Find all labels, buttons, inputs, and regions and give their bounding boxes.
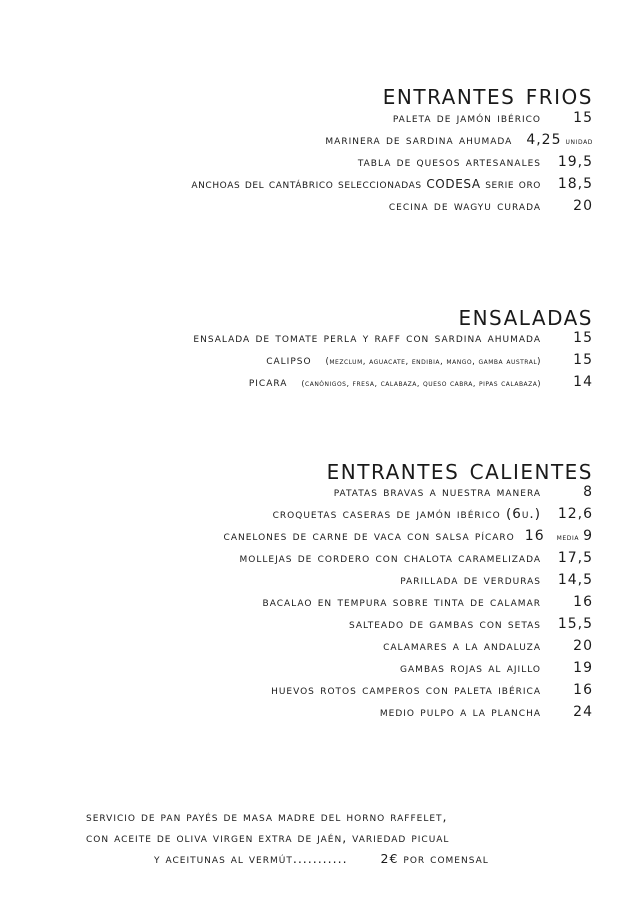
footer-line: servicio de pan payés de masa madre del horno raffelet, <box>86 809 448 824</box>
item-price-half: 9 <box>583 528 593 544</box>
item-name: gambas rojas al ajillo <box>400 660 541 676</box>
footer-price: 2€ por comensal <box>380 851 489 866</box>
item-name <box>191 176 541 191</box>
item-name: ensalada de tomate perla y raff con sardina ahumada <box>193 330 541 346</box>
menu-item <box>40 198 593 220</box>
item-price: 15,5 <box>557 616 593 632</box>
item-name: patatas bravas a nuestra manera <box>333 484 541 500</box>
item-description: (canónigos, fresa, calabaza, queso cabra, pipas calabaza) <box>301 379 541 388</box>
item-price: 12,6 <box>557 506 593 522</box>
item-name: picara <box>248 374 288 390</box>
item-price: 14,5 <box>557 572 593 588</box>
item-price: 24 <box>573 704 593 720</box>
menu-item <box>40 704 593 726</box>
item-price: 19,5 <box>557 154 593 170</box>
item-price: 15 <box>573 330 593 346</box>
bread-service-note <box>86 806 598 869</box>
footer-line-text: y aceitunas al vermút........... <box>154 851 348 866</box>
menu-item <box>40 682 593 704</box>
item-price: 17,5 <box>557 550 593 566</box>
menu-item <box>40 176 593 198</box>
item-description: (mezclum, aguacate, endibia, mango, gamba austral) <box>325 357 541 367</box>
item-name-start: anchoas del cantábrico seleccionadas <box>191 176 427 191</box>
item-price: 4,25 <box>526 132 562 148</box>
menu-item <box>40 660 593 682</box>
menu-item <box>40 594 593 616</box>
section-title-ensaladas: ensaladas <box>458 299 593 332</box>
item-price: 15 <box>573 110 593 126</box>
item-name: medio pulpo a la plancha <box>379 704 541 720</box>
item-price: 20 <box>573 638 593 654</box>
menu-item <box>40 572 593 594</box>
section-title-entrantes-frios: entrantes frios <box>382 78 593 111</box>
item-unit: media <box>556 533 580 543</box>
item-price: 14 <box>573 374 593 390</box>
item-price: 20 <box>573 198 593 214</box>
menu-item <box>40 132 593 154</box>
item-price: 18,5 <box>557 176 593 192</box>
footer-line <box>86 848 598 869</box>
footer-line: con aceite de oliva virgen extra de jaén, variedad picual <box>86 830 450 845</box>
item-unit: unidad <box>565 137 593 147</box>
item-price: 16 <box>573 682 593 698</box>
menu-item <box>40 638 593 660</box>
item-name: calamares a la andaluza <box>383 638 541 654</box>
item-name: parillada de verduras <box>400 572 541 588</box>
item-name: bacalao en tempura sobre tinta de calamar <box>262 594 541 610</box>
section-title-entrantes-calientes: entrantes calientes <box>326 453 593 486</box>
item-name: salteado de gambas con setas <box>348 616 541 632</box>
menu-item <box>40 110 593 132</box>
item-name: cecina de wagyu curada <box>388 198 541 214</box>
item-price: 8 <box>583 484 593 500</box>
item-name: calipso <box>266 352 312 368</box>
menu-item <box>40 550 593 572</box>
item-name: mollejas de cordero con chalota caramelizada <box>239 550 541 566</box>
item-price: 15 <box>573 352 593 368</box>
item-price: 16 <box>524 528 545 544</box>
item-name-end: serie oro <box>485 176 541 191</box>
menu-item <box>40 506 593 528</box>
menu-item <box>40 528 593 550</box>
item-name: tabla de quesos artesanales <box>357 154 541 170</box>
menu-item <box>40 154 593 176</box>
menu-item <box>40 374 593 396</box>
item-price: 16 <box>573 594 593 610</box>
item-name: canelones de carne de vaca con salsa pícaro <box>223 528 515 544</box>
item-name: paleta de jamón ibérico <box>392 110 541 126</box>
item-name: croquetas caseras de jamón ibérico (6u.) <box>272 506 541 522</box>
menu-item <box>40 484 593 506</box>
item-price: 19 <box>573 660 593 676</box>
menu-item <box>40 330 593 352</box>
item-name: marinera de sardina ahumada <box>325 132 513 148</box>
menu-item <box>40 352 593 374</box>
item-name: huevos rotos camperos con paleta ibérica <box>271 682 541 698</box>
item-brand: CODESA <box>426 177 481 191</box>
menu-item <box>40 616 593 638</box>
